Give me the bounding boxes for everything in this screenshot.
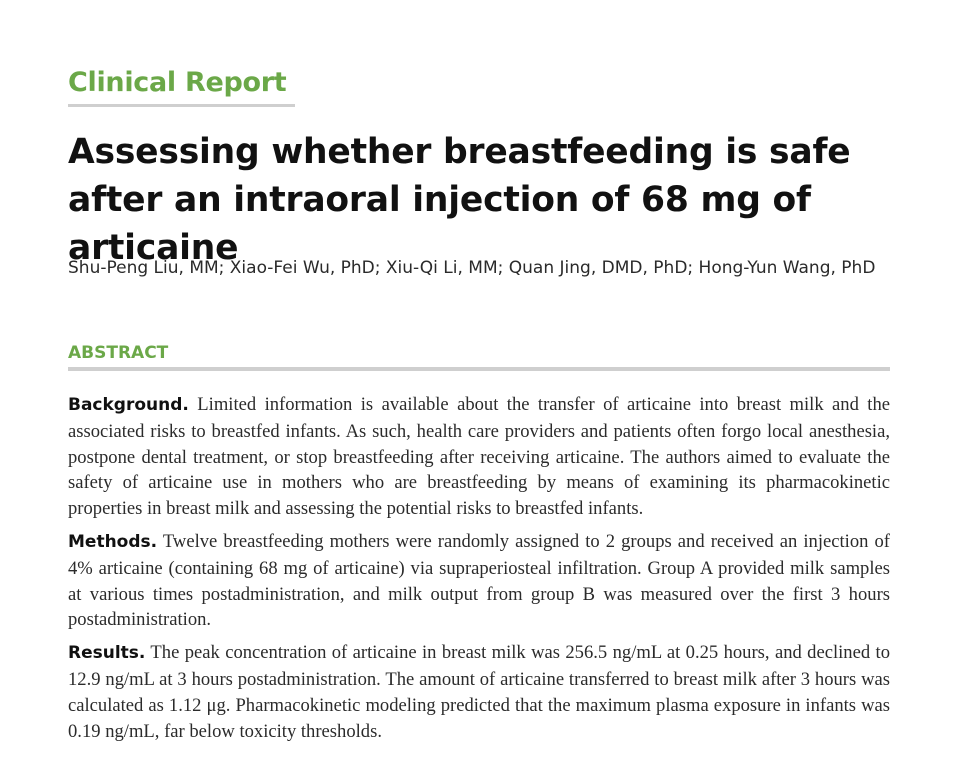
methods-label: Methods.	[68, 531, 158, 552]
abstract-background	[68, 392, 890, 522]
section-label-underline	[68, 104, 295, 107]
results-text: The peak concentration of articaine in breast milk was 256.5 ng/mL at 0.25 hours, and declined to 12.9 ng/mL at 3 hours postadministration. The amount of articaine transferred to breast milk after 3 hours was calculated as 1.12 μg. Pharmacokinetic modeling predicted that the maximum plasma exposure in infants was 0.19 ng/mL, far below toxicity thresholds.	[68, 642, 890, 742]
article-title: Assessing whether breastfeeding is safe after an intraoral injection of 68 mg of articaine	[68, 132, 851, 268]
background-label: Background.	[68, 395, 189, 415]
abstract-divider	[68, 367, 890, 371]
section-label: Clinical Report	[68, 67, 287, 98]
author-list: Shu-Peng Liu, MM; Xiao-Fei Wu, PhD; Xiu-Qi Li, MM; Quan Jing, DMD, PhD; Hong-Yun Wang, PhD	[68, 258, 876, 278]
results-label: Results.	[68, 643, 146, 664]
abstract-results	[68, 640, 890, 744]
methods-text: Twelve breastfeeding mothers were randomly assigned to 2 groups and received an injection of 4% articaine (containing 68 mg of articaine) via supraperiosteal infiltration. Group A provided milk samples at various times postadministration, and milk output from group B was measured over the first 3 hours postadministration.	[68, 530, 890, 631]
abstract-heading: ABSTRACT	[68, 343, 169, 363]
background-text: Limited information is available about the transfer of articaine into breast milk and the associated risks to breastfed infants. As such, health care providers and patients often forgo local anesthesia, postpone dental treatment, or stop breastfeeding after receiving articaine. The authors aimed to evaluate the safety of articaine use in mothers who are breastfeeding by means of examining its pharmacokinetic properties in breast milk and assessing the potential risks to breastfed infants.	[68, 394, 890, 520]
abstract-body	[68, 392, 890, 751]
abstract-methods	[68, 529, 890, 633]
